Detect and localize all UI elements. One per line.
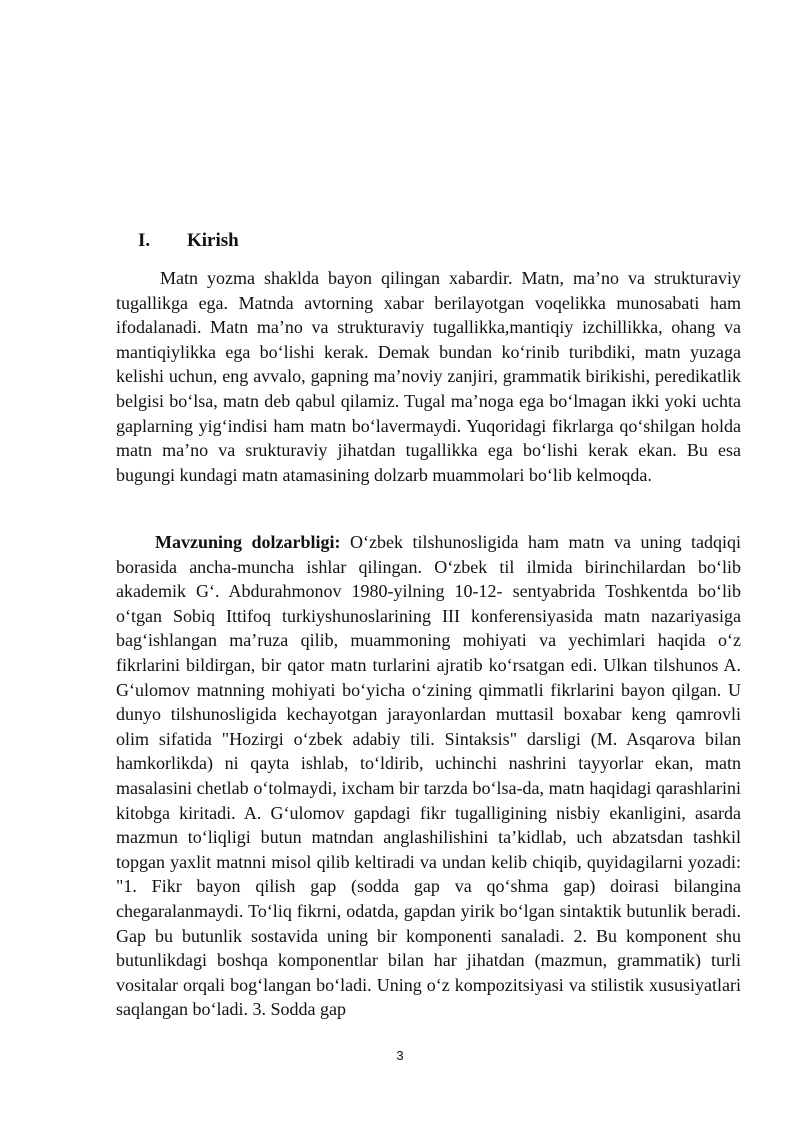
page-number: 3	[396, 1048, 404, 1063]
section-heading	[138, 229, 239, 253]
intro-paragraph: Matn yozma shaklda bayon qilingan xabardir. Matn, ma’no va strukturaviy tugallikga ega. Matnda avtorning xabar berilayotgan voqelikka munosabati ham ifodalanadi. Matn ma’no va strukturaviy tugallikka,mantiqiy izchillikka, ohang va mantiqiylikka ega bo‘lishi kerak. Demak bundan ko‘rinib turibdiki, matn yuzaga kelishi uchun, eng avvalo, gapning ma’noviy zanjiri, grammatik birikishi, peredikatlik belgisi bo‘lsa, matn deb qabul qilamiz. Tugal ma’noga ega bo‘lmagan ikki yoki uchta gaplarning yig‘indisi ham matn bo‘lavermaydi. Yuqoridagi fikrlarga qo‘shilgan holda matn ma’no va srukturaviy jihatdan tugallikka ega bo‘lishi kerak ekan. Bu esa bugungi kundagi matn atamasining dolzarb muammolari bo‘lib kelmoqda.	[116, 268, 741, 485]
section-title: Kirish	[187, 230, 239, 251]
relevance-lead: Mavzuning dolzarbligi:	[155, 532, 341, 552]
section-number: I.	[138, 230, 151, 251]
relevance-text: O‘zbek tilshunosligida ham matn va uning tadqiqi borasida ancha-muncha ishlar qilingan. O‘zbek til ilmida birinchilardan bo‘lib akademik G‘. Abdurahmonov 1980-yilning 10-12- sentyabrida Toshkentda bo‘lib o‘tgan Sobiq Ittifoq turkiyshunoslarining III konferensiyasida matn nazariyasiga bag‘ishlangan ma’ruza qilib, muammoning mohiyati va yechimlari haqida o‘z fikrlarini bildirgan, bir qator matn turlarini ajratib ko‘rsatgan edi. Ulkan tilshunos A. G‘ulomov matnning mohiyati bo‘yicha o‘zining qimmatli fikrlarini bayon qilgan. U dunyo tilshunosligida kechayotgan jarayonlardan muttasil boxabar keng qamrovli olim sifatida "Hozirgi o‘zbek adabiy tili. Sintaksis" darsligi (M. Asqarova bilan hamkorlikda) ni qayta ishlab, to‘ldirib, uchinchi nashrini tayyorlar ekan, matn masalasini chetlab o‘tolmaydi, ixcham bir tarzda bo‘lsa-da, matn haqidagi qarashlarini kitobga kiritadi. A. G‘ulomov gapdagi fikr tugalligining nisbiy ekanligini, asarda mazmun to‘liqligi butun matndan anglashilishini ta’kidlab, uch abzatsdan tashkil topgan yaxlit matnni misol qilib keltiradi va undan kelib chiqib, quyidagilarni yozadi: "1. Fikr bayon qilish gap (sodda gap va qo‘shma gap) doirasi bilangina chegaralanmaydi. To‘liq fikrni, odatda, gapdan yirik bo‘lgan sintaktik butunlik beradi. Gap bu butunlik sostavida uning bir komponenti sanaladi. 2. Bu komponent shu butunlikdagi boshqa komponentlar bilan har jihatdan (mazmun, grammatik) turli vositalar orqali bog‘langan bo‘ladi. Uning o‘z kompozitsiyasi va stilistik xususiyatlari saqlangan bo‘ladi. 3. Sodda gap	[116, 532, 741, 1020]
relevance-paragraph	[116, 530, 741, 1022]
